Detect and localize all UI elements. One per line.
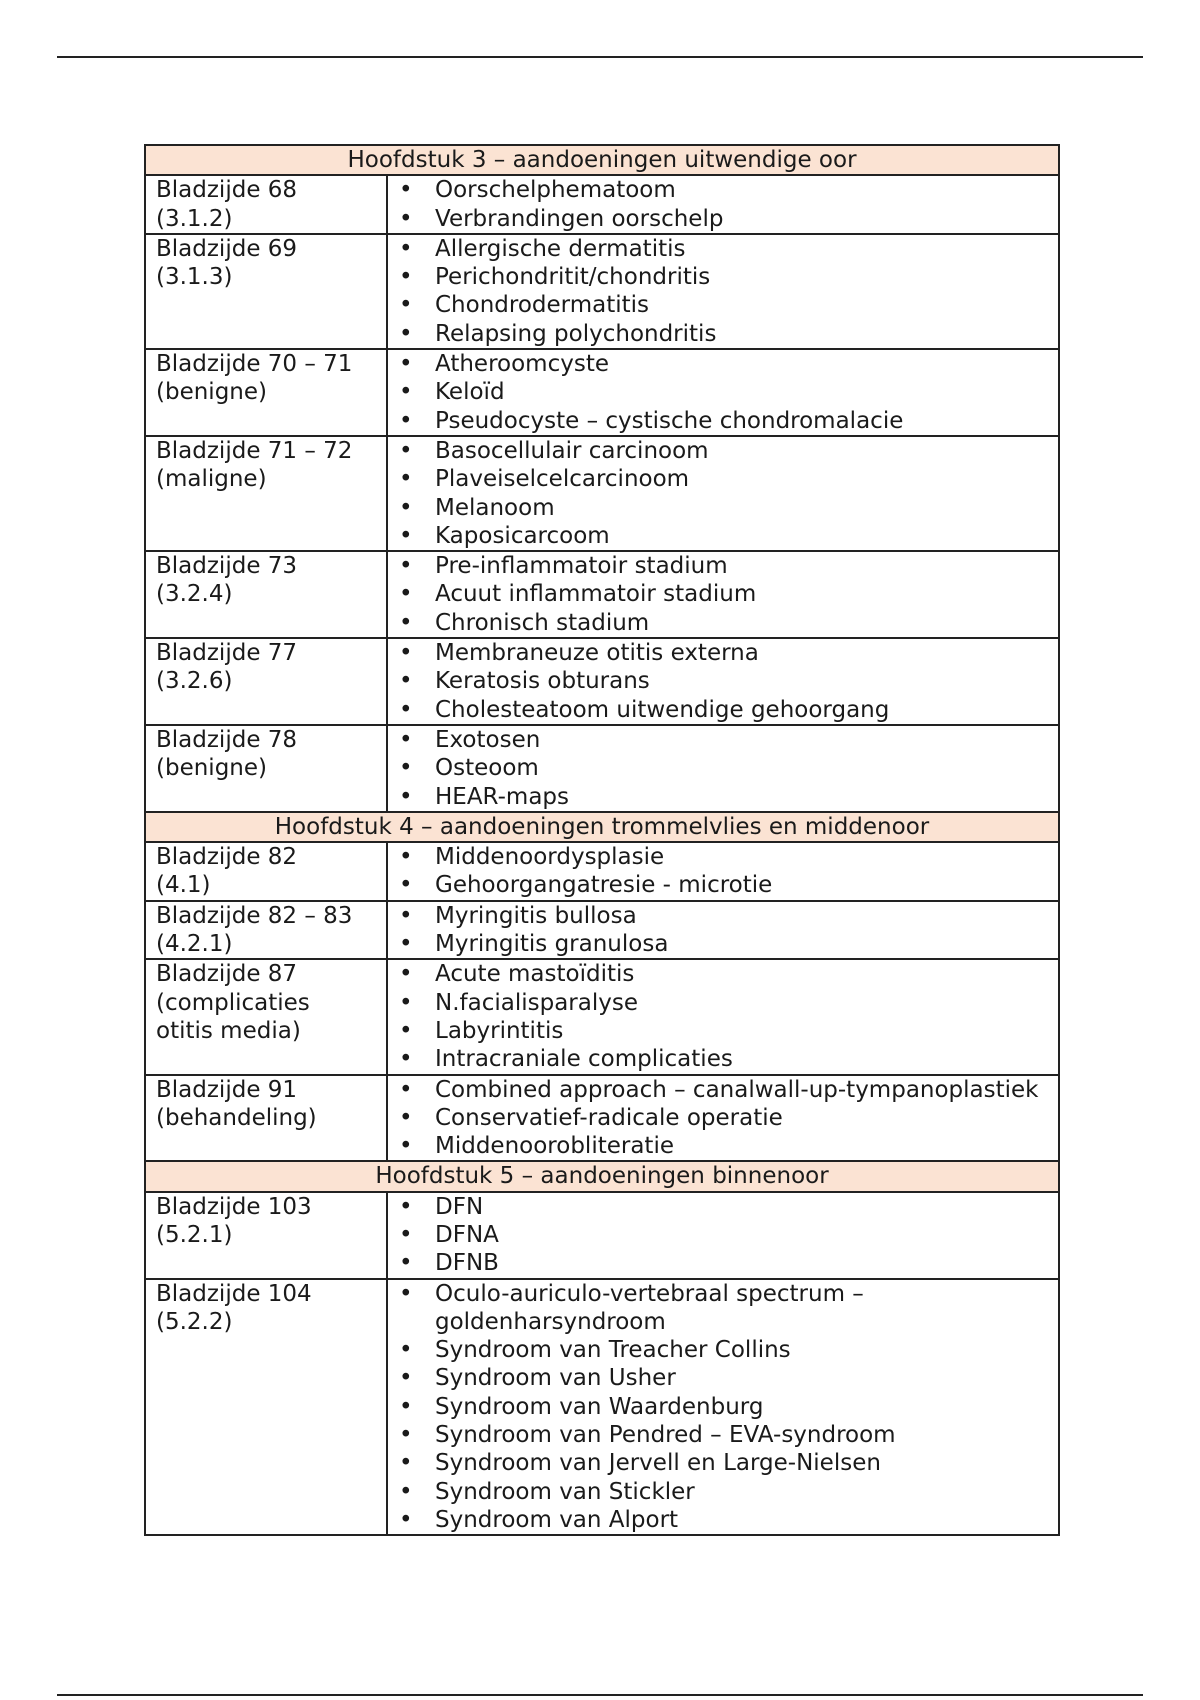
- bullet-icon: •: [399, 755, 413, 782]
- list-item: [388, 1017, 1054, 1045]
- topics-cell: [387, 175, 1059, 234]
- page-reference-cell: [145, 638, 387, 725]
- bullet-icon: •: [399, 961, 413, 988]
- page-reference-cell: [145, 551, 387, 638]
- topics-cell: [387, 1075, 1059, 1162]
- page-reference-line: (benigne): [156, 379, 267, 406]
- topic-text: Oculo-auriculo-vertebraal spectrum – goldenharsyndroom: [435, 1280, 864, 1335]
- page-reference-cell: [145, 234, 387, 349]
- table-row: [145, 1192, 1059, 1279]
- list-item: [388, 754, 1054, 782]
- topic-text: Verbrandingen oorschelp: [435, 205, 724, 232]
- page-reference-cell: [145, 436, 387, 551]
- table-body: [145, 145, 1059, 1535]
- bullet-icon: •: [399, 1280, 413, 1307]
- table-row: [145, 436, 1059, 551]
- list-item: [388, 263, 1054, 291]
- bullet-icon: •: [399, 581, 413, 608]
- page-reference-line: Bladzijde 77: [156, 640, 298, 667]
- topic-list: [388, 235, 1054, 348]
- list-item: [388, 667, 1054, 695]
- table-row: [145, 842, 1059, 901]
- page-reference-line: Bladzijde 71 – 72: [156, 437, 353, 464]
- bullet-icon: •: [399, 989, 413, 1016]
- topic-text: Keloïd: [435, 379, 505, 406]
- bullet-icon: •: [399, 553, 413, 580]
- list-item: [388, 176, 1054, 204]
- page-reference-cell: [145, 175, 387, 234]
- bullet-icon: •: [399, 1365, 413, 1392]
- list-item: [388, 871, 1054, 899]
- list-item: [388, 1280, 1054, 1337]
- topic-text: Pseudocyste – cystische chondromalacie: [435, 407, 904, 434]
- page-reference-cell: [145, 1279, 387, 1536]
- chapter-title: Hoofdstuk 3 – aandoeningen uitwendige oor: [145, 145, 1059, 175]
- topic-text: Pre-inflammatoir stadium: [435, 553, 728, 580]
- topic-text: Chondrodermatitis: [435, 292, 650, 319]
- topic-text: Syndroom van Pendred – EVA-syndroom: [435, 1422, 896, 1449]
- topic-text: DFN: [435, 1193, 484, 1220]
- page-reference-cell: [145, 959, 387, 1074]
- table-row: [145, 959, 1059, 1074]
- topic-list: [388, 726, 1054, 811]
- bullet-icon: •: [399, 1250, 413, 1277]
- bullet-icon: •: [399, 407, 413, 434]
- topic-text: N.facialisparalyse: [435, 989, 638, 1016]
- table-row: [145, 638, 1059, 725]
- bullet-icon: •: [399, 1017, 413, 1044]
- topic-text: Melanoom: [435, 494, 555, 521]
- bullet-icon: •: [399, 320, 413, 347]
- bullet-icon: •: [399, 668, 413, 695]
- topics-cell: [387, 842, 1059, 901]
- bullet-icon: •: [399, 292, 413, 319]
- bullet-icon: •: [399, 1046, 413, 1073]
- list-item: [388, 609, 1054, 637]
- footer-rule: [57, 1694, 1143, 1696]
- page-reference-line: Bladzijde 82 – 83: [156, 902, 353, 929]
- list-item: [388, 522, 1054, 550]
- topic-text: Membraneuze otitis externa: [435, 640, 759, 667]
- bullet-icon: •: [399, 1133, 413, 1160]
- list-item: [388, 350, 1054, 378]
- chapter-header-row: [145, 812, 1059, 842]
- list-item: [388, 291, 1054, 319]
- bullet-icon: •: [399, 264, 413, 291]
- table-row: [145, 349, 1059, 436]
- list-item: [388, 930, 1054, 958]
- bullet-icon: •: [399, 1506, 413, 1533]
- bullet-icon: •: [399, 1478, 413, 1505]
- bullet-icon: •: [399, 783, 413, 810]
- bullet-icon: •: [399, 1450, 413, 1477]
- topic-text: Conservatief-radicale operatie: [435, 1104, 783, 1131]
- topic-text: Atheroomcyste: [435, 351, 609, 378]
- topic-text: Acute mastoïditis: [435, 961, 635, 988]
- topic-text: Gehoorgangatresie - microtie: [435, 872, 773, 899]
- list-item: [388, 783, 1054, 811]
- table-row: [145, 234, 1059, 349]
- topic-text: Syndroom van Jervell en Large-Nielsen: [435, 1450, 881, 1477]
- bullet-icon: •: [399, 902, 413, 929]
- page-reference-line: Bladzijde 104: [156, 1280, 312, 1307]
- bullet-icon: •: [399, 205, 413, 232]
- list-item: [388, 437, 1054, 465]
- page-reference-line: Bladzijde 69: [156, 235, 298, 262]
- page-reference-line: Bladzijde 103: [156, 1193, 312, 1220]
- list-item: [388, 205, 1054, 233]
- list-item: [388, 1478, 1054, 1506]
- topic-list: [388, 639, 1054, 724]
- topic-text: Myringitis granulosa: [435, 931, 669, 958]
- list-item: [388, 1421, 1054, 1449]
- page-reference-line: Bladzijde 82: [156, 844, 298, 871]
- topic-text: Plaveiselcelcarcinoom: [435, 466, 690, 493]
- topic-text: Osteoom: [435, 755, 539, 782]
- chapter-overview-table: [144, 144, 1060, 1536]
- topic-text: Allergische dermatitis: [435, 235, 686, 262]
- page-reference-line: Bladzijde 91: [156, 1076, 298, 1103]
- bullet-icon: •: [399, 1422, 413, 1449]
- list-item: [388, 1221, 1054, 1249]
- list-item: [388, 696, 1054, 724]
- topic-list: [388, 176, 1054, 233]
- topic-text: Labyrintitis: [435, 1017, 564, 1044]
- list-item: [388, 407, 1054, 435]
- bullet-icon: •: [399, 466, 413, 493]
- page-reference-line: Bladzijde 78: [156, 726, 298, 753]
- page-reference-line: (behandeling): [156, 1104, 317, 1131]
- page-reference-line: (3.2.6): [156, 668, 233, 695]
- bullet-icon: •: [399, 437, 413, 464]
- bullet-icon: •: [399, 1337, 413, 1364]
- bullet-icon: •: [399, 640, 413, 667]
- list-item: [388, 235, 1054, 263]
- list-item: [388, 1336, 1054, 1364]
- topic-text: Intracraniale complicaties: [435, 1046, 733, 1073]
- list-item: [388, 960, 1054, 988]
- topic-list: [388, 843, 1054, 900]
- table-row: [145, 175, 1059, 234]
- page-reference-line: Bladzijde 70 – 71: [156, 351, 353, 378]
- topic-text: Middenoorobliteratie: [435, 1133, 674, 1160]
- bullet-icon: •: [399, 1076, 413, 1103]
- list-item: [388, 1104, 1054, 1132]
- chapter-header-row: [145, 1161, 1059, 1191]
- bullet-icon: •: [399, 177, 413, 204]
- page-reference-line: (5.2.2): [156, 1308, 233, 1335]
- page-reference-line: (3.1.2): [156, 205, 233, 232]
- list-item: [388, 1393, 1054, 1421]
- list-item: [388, 989, 1054, 1017]
- bullet-icon: •: [399, 494, 413, 521]
- page-reference-line: (4.1): [156, 872, 211, 899]
- topics-cell: [387, 901, 1059, 960]
- page-reference-line: (maligne): [156, 466, 267, 493]
- list-item: [388, 1132, 1054, 1160]
- list-item: [388, 726, 1054, 754]
- topics-cell: [387, 436, 1059, 551]
- table-row: [145, 1279, 1059, 1536]
- bullet-icon: •: [399, 872, 413, 899]
- topic-list: [388, 1076, 1054, 1161]
- topics-cell: [387, 638, 1059, 725]
- topic-list: [388, 350, 1054, 435]
- topic-text: Syndroom van Waardenburg: [435, 1393, 764, 1420]
- page-reference-line: (5.2.1): [156, 1221, 233, 1248]
- topics-cell: [387, 1279, 1059, 1536]
- page-reference-line: (4.2.1): [156, 931, 233, 958]
- topic-text: Oorschelphematoom: [435, 177, 676, 204]
- list-item: [388, 320, 1054, 348]
- topic-text: DFNA: [435, 1221, 499, 1248]
- page-reference-line: Bladzijde 68: [156, 177, 298, 204]
- page-reference-line: (complicaties: [156, 989, 310, 1016]
- bullet-icon: •: [399, 609, 413, 636]
- topic-text: Chronisch stadium: [435, 609, 650, 636]
- list-item: [388, 465, 1054, 493]
- bullet-icon: •: [399, 844, 413, 871]
- topic-text: DFNB: [435, 1250, 499, 1277]
- bullet-icon: •: [399, 522, 413, 549]
- table-row: [145, 901, 1059, 960]
- topic-list: [388, 552, 1054, 637]
- topic-list: [388, 1193, 1054, 1278]
- list-item: [388, 1449, 1054, 1477]
- topic-text: Middenoordysplasie: [435, 844, 665, 871]
- page-reference-cell: [145, 1192, 387, 1279]
- topic-text: Combined approach – canalwall-up-tympanoplastiek: [435, 1076, 1039, 1103]
- topic-text: Perichondritit/chondritis: [435, 264, 711, 291]
- bullet-icon: •: [399, 1104, 413, 1131]
- topic-list: [388, 902, 1054, 959]
- bullet-icon: •: [399, 379, 413, 406]
- topic-list: [388, 437, 1054, 550]
- list-item: [388, 1249, 1054, 1277]
- topic-list: [388, 960, 1054, 1073]
- list-item: [388, 902, 1054, 930]
- header-rule: [57, 56, 1143, 58]
- topic-text: Exotosen: [435, 726, 541, 753]
- topics-cell: [387, 1192, 1059, 1279]
- topics-cell: [387, 349, 1059, 436]
- page-reference-line: Bladzijde 73: [156, 553, 298, 580]
- topic-text: Keratosis obturans: [435, 668, 650, 695]
- table-row: [145, 1075, 1059, 1162]
- page-reference-line: (benigne): [156, 755, 267, 782]
- page-reference-line: (3.1.3): [156, 264, 233, 291]
- topics-cell: [387, 725, 1059, 812]
- list-item: [388, 1506, 1054, 1534]
- topic-text: Kaposicarcoom: [435, 522, 610, 549]
- list-item: [388, 1045, 1054, 1073]
- bullet-icon: •: [399, 1221, 413, 1248]
- bullet-icon: •: [399, 696, 413, 723]
- page-reference-cell: [145, 725, 387, 812]
- list-item: [388, 580, 1054, 608]
- page-reference-cell: [145, 349, 387, 436]
- topic-text: Syndroom van Alport: [435, 1506, 679, 1533]
- topic-text: Relapsing polychondritis: [435, 320, 717, 347]
- list-item: [388, 378, 1054, 406]
- chapter-title: Hoofdstuk 5 – aandoeningen binnenoor: [145, 1161, 1059, 1191]
- page-reference-line: Bladzijde 87: [156, 961, 298, 988]
- topic-text: Acuut inflammatoir stadium: [435, 581, 757, 608]
- topics-cell: [387, 551, 1059, 638]
- page-reference-line: otitis media): [156, 1017, 301, 1044]
- topics-cell: [387, 959, 1059, 1074]
- topic-text: HEAR-maps: [435, 783, 569, 810]
- chapter-header-row: [145, 145, 1059, 175]
- topic-text: Cholesteatoom uitwendige gehoorgang: [435, 696, 890, 723]
- bullet-icon: •: [399, 351, 413, 378]
- list-item: [388, 1193, 1054, 1221]
- chapter-title: Hoofdstuk 4 – aandoeningen trommelvlies en middenoor: [145, 812, 1059, 842]
- topic-text: Syndroom van Stickler: [435, 1478, 695, 1505]
- topic-text: Syndroom van Usher: [435, 1365, 676, 1392]
- bullet-icon: •: [399, 1393, 413, 1420]
- page-reference-cell: [145, 1075, 387, 1162]
- table-row: [145, 725, 1059, 812]
- bullet-icon: •: [399, 726, 413, 753]
- bullet-icon: •: [399, 931, 413, 958]
- list-item: [388, 1076, 1054, 1104]
- bullet-icon: •: [399, 235, 413, 262]
- topic-list: [388, 1280, 1054, 1535]
- list-item: [388, 552, 1054, 580]
- topics-cell: [387, 234, 1059, 349]
- page-reference-cell: [145, 842, 387, 901]
- bullet-icon: •: [399, 1193, 413, 1220]
- list-item: [388, 1364, 1054, 1392]
- list-item: [388, 843, 1054, 871]
- page-reference-line: (3.2.4): [156, 581, 233, 608]
- list-item: [388, 639, 1054, 667]
- topic-text: Basocellulair carcinoom: [435, 437, 709, 464]
- topic-text: Syndroom van Treacher Collins: [435, 1337, 791, 1364]
- page-reference-cell: [145, 901, 387, 960]
- table-row: [145, 551, 1059, 638]
- topic-text: Myringitis bullosa: [435, 902, 637, 929]
- list-item: [388, 494, 1054, 522]
